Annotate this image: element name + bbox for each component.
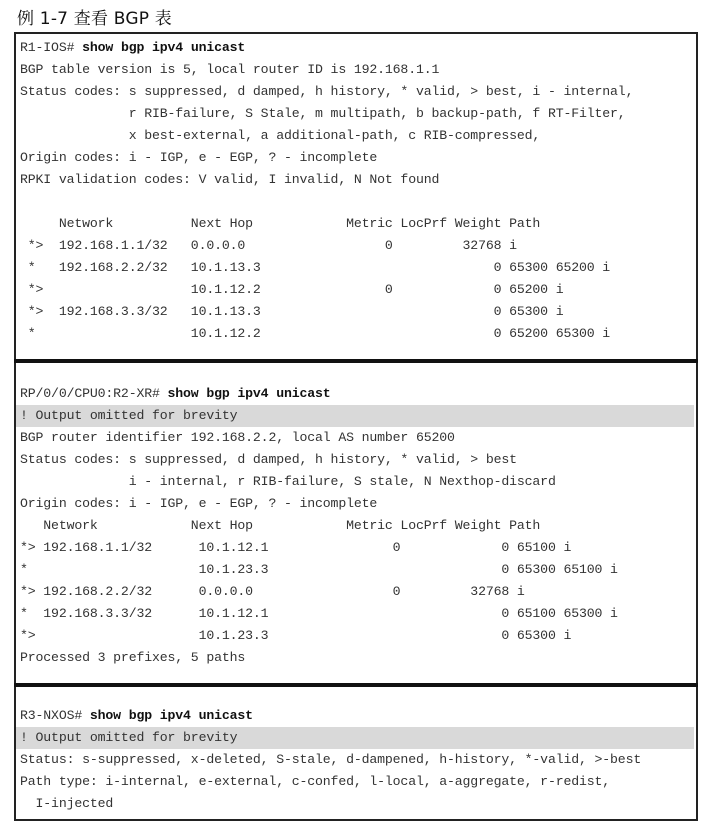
r1-rpki-codes-line: RPKI validation codes: V valid, I invalid, N Not found [20, 172, 440, 187]
r2-router-id-line: BGP router identifier 192.168.2.2, local AS number 65200 [20, 430, 455, 445]
r2-prompt: RP/0/0/CPU0:R2-XR# [20, 386, 168, 401]
r3-code-block [16, 705, 696, 815]
r1-command: show bgp ipv4 unicast [82, 40, 246, 55]
r1-command-line [16, 37, 696, 59]
r3-command: show bgp ipv4 unicast [89, 708, 253, 723]
r1-table-row: *> 192.168.1.1/32 0.0.0.0 0 32768 i [20, 238, 517, 253]
r1-status-codes-line-3: x best-external, a additional-path, c RIB-compressed, [20, 128, 541, 143]
code-listing-frame [14, 32, 698, 821]
r1-table-row: *> 10.1.12.2 0 0 65200 i [20, 282, 564, 297]
r2-command-line [16, 383, 696, 405]
blank-line [16, 191, 696, 213]
r1-ios-output [16, 34, 696, 359]
r2-table-row: * 192.168.3.3/32 10.1.12.1 0 65100 65300 i [20, 606, 618, 621]
r2-code-block [16, 383, 696, 669]
r3-omitted-note: ! Output omitted for brevity [16, 727, 694, 749]
r3-path-type-line: Path type: i-internal, e-external, c-confed, l-local, a-aggregate, r-redist, [20, 774, 611, 789]
r2-command: show bgp ipv4 unicast [167, 386, 331, 401]
r2-table-row: *> 192.168.2.2/32 0.0.0.0 0 32768 i [20, 584, 525, 599]
r2-table-row: *> 10.1.23.3 0 65300 i [20, 628, 572, 643]
r2-table-row: * 10.1.23.3 0 65300 65100 i [20, 562, 618, 577]
r3-nxos-output [16, 687, 696, 819]
r3-prompt: R3-NXOS# [20, 708, 90, 723]
r1-table-header: Network Next Hop Metric LocPrf Weight Path [20, 216, 541, 231]
r2-xr-output [16, 363, 696, 683]
r2-table-row: *> 192.168.1.1/32 10.1.12.1 0 0 65100 i [20, 540, 572, 555]
r2-omitted-note: ! Output omitted for brevity [16, 405, 694, 427]
r2-summary-line: Processed 3 prefixes, 5 paths [20, 650, 246, 665]
r1-origin-codes-line: Origin codes: i - IGP, e - EGP, ? - incomplete [20, 150, 378, 165]
r3-path-type-line-cont: I-injected [20, 796, 114, 811]
r2-status-codes-line-1: Status codes: s suppressed, d damped, h history, * valid, > best [20, 452, 517, 467]
r1-table-row: *> 192.168.3.3/32 10.1.13.3 0 65300 i [20, 304, 564, 319]
example-caption: 例 1-7 查看 BGP 表 [17, 9, 172, 29]
r2-status-codes-line-2: i - internal, r RIB-failure, S stale, N Nexthop-discard [20, 474, 556, 489]
r1-table-row: * 192.168.2.2/32 10.1.13.3 0 65300 65200 i [20, 260, 611, 275]
r1-code-block [16, 37, 696, 345]
r2-table-header: Network Next Hop Metric LocPrf Weight Path [20, 518, 541, 533]
r1-table-row: * 10.1.12.2 0 65200 65300 i [20, 326, 611, 341]
r1-status-codes-line-1: Status codes: s suppressed, d damped, h history, * valid, > best, i - internal, [20, 84, 634, 99]
r1-prompt: R1-IOS# [20, 40, 83, 55]
r3-command-line [16, 705, 696, 727]
r1-table-version-line: BGP table version is 5, local router ID is 192.168.1.1 [20, 62, 440, 77]
r3-status-line: Status: s-suppressed, x-deleted, S-stale, d-dampened, h-history, *-valid, >-best [20, 752, 642, 767]
r2-origin-codes-line: Origin codes: i - IGP, e - EGP, ? - incomplete [20, 496, 378, 511]
r1-status-codes-line-2: r RIB-failure, S Stale, m multipath, b backup-path, f RT-Filter, [20, 106, 626, 121]
